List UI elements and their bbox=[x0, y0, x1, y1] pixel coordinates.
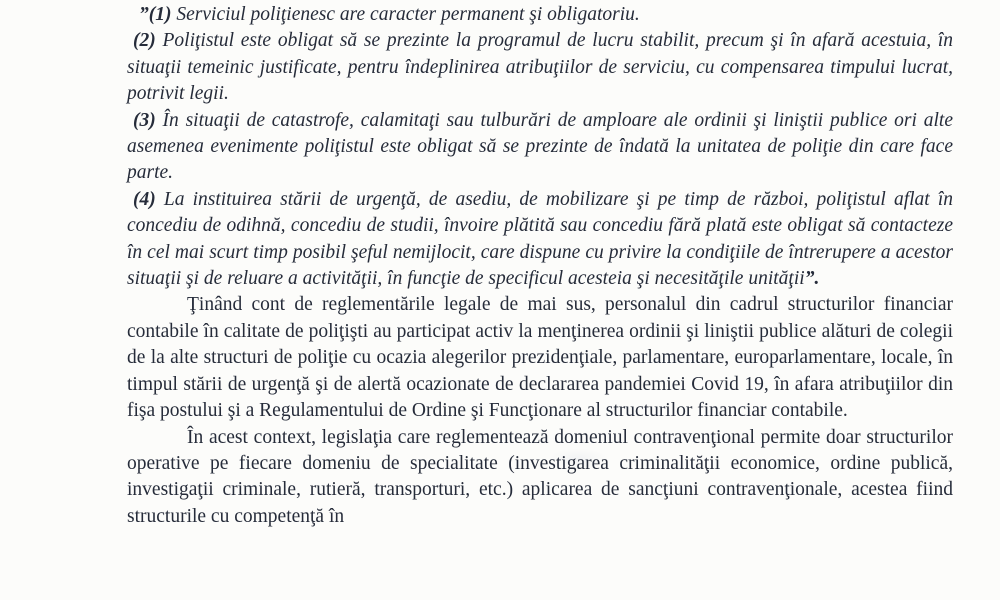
paragraph-number: (2) bbox=[133, 30, 156, 52]
quoted-law-articles bbox=[127, 2, 953, 292]
closing-quote: ”. bbox=[804, 268, 820, 290]
paragraph-text: Serviciul poliţienesc are caracter permanent şi obligatoriu. bbox=[171, 4, 640, 25]
article-paragraph-2 bbox=[127, 28, 953, 107]
body-paragraph-2: În acest context, legislaţia care reglementează domeniul contravenţional permite doar structurilor operative pe fiecare domeniu de specialitate (investigarea criminalităţii economice, ordine publică, investigaţii criminale, rutieră, transporturi, etc.) aplicarea de sancţiuni contravenţionale, acestea fiind structurile cu competenţă în bbox=[127, 426, 953, 527]
paragraph-text: În situaţii de catastrofe, calamitaţi sau tulburări de amploare ale ordinii şi liniştii publice ori alte asemenea evenimente poliţistul este obligat să se prezinte de îndată la unitatea de poliţie din care face parte. bbox=[127, 109, 953, 184]
document-text bbox=[127, 2, 953, 530]
paragraph-number: (1) bbox=[148, 4, 172, 25]
article-paragraph-4 bbox=[127, 187, 953, 293]
article-paragraph-1: ”(1) Serviciul poliţienesc are caracter permanent şi obligatoriu. bbox=[139, 4, 640, 25]
paragraph-number: (4) bbox=[133, 188, 156, 210]
article-paragraph-3 bbox=[127, 108, 953, 187]
body-text bbox=[127, 292, 953, 530]
paragraph-text: Poliţistul este obligat să se prezinte la programul de lucru stabilit, precum şi în afară acestuia, în situaţii temeinic justificate, pentru îndeplinirea atribuţiilor de serviciu, cu compensarea timpului lucrat, potrivit legii. bbox=[127, 30, 953, 105]
paragraph-text: La instituirea stării de urgenţă, de asediu, de mobilizare şi pe timp de război, poliţistul aflat în concediu de odihnă, concediu de studii, învoire plătită sau concediu fără plată este obligat să contacteze în cel mai scurt timp posibil şeful nemijlocit, care dispune cu privire la condiţiile de întrerupere a acestor situaţii şi de reluare a activităţii, în funcţie de specificul acesteia şi necesităţile unităţii bbox=[127, 188, 953, 290]
paragraph-number: (3) bbox=[133, 109, 156, 131]
body-paragraph-1: Ţinând cont de reglementările legale de mai sus, personalul din cadrul structurilor financiar contabile în calitate de poliţişti au participat activ la menţinerea ordinii şi liniştii publice alături de colegii de la alte structuri de poliţie cu ocazia alegerilor prezidenţiale, parlamentare, europarlamentare, locale, în timpul stării de urgenţă şi de alertă ocazionate de declararea pandemiei Covid 19, în afara atribuţiilor din fişa postului şi a Regulamentului de Ordine şi Funcţionare al structurilor financiar contabile. bbox=[127, 294, 953, 422]
